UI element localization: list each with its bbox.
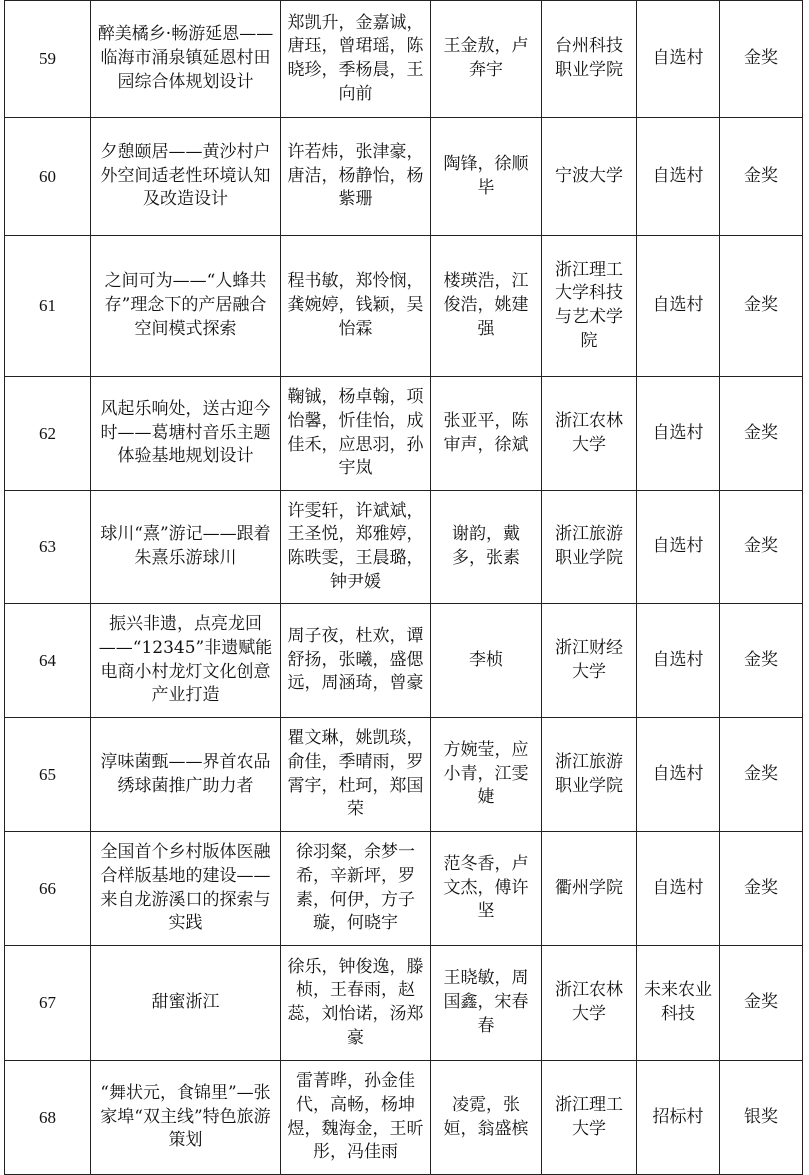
project-title: 球川“熹”游记——跟着朱熹乐游球川: [91, 491, 281, 604]
table-row: [5, 491, 803, 604]
team-members: 瞿文琳，姚凯琰，俞佳，季晴雨，罗霄宇，杜珂，郑国荣: [281, 718, 431, 832]
school: 台州科技职业学院: [542, 1, 637, 118]
school: 浙江财经大学: [542, 604, 637, 718]
advisors: 方婉莹，应小青，江雯婕: [431, 718, 542, 832]
category: 自选村: [637, 832, 720, 946]
table-row: [5, 604, 803, 718]
project-title: 之间可为——“人蜂共存”理念下的产居融合空间模式探索: [91, 236, 281, 377]
table-row: [5, 1, 803, 118]
advisors: 李桢: [431, 604, 542, 718]
table-row: [5, 1061, 803, 1175]
award: 金奖: [720, 377, 803, 491]
school: 浙江理工大学科技与艺术学院: [542, 236, 637, 377]
school: 浙江旅游职业学院: [542, 718, 637, 832]
team-members: 程书敏，郑怜悯，龚婉婷，钱颖，吴怡霖: [281, 236, 431, 377]
category: 未来农业科技: [637, 946, 720, 1061]
row-number: 66: [5, 832, 91, 946]
table-row: [5, 236, 803, 377]
award: 金奖: [720, 832, 803, 946]
team-members: 徐羽粲，余梦一希，辛新坪，罗素，何伊，方子璇，何晓宇: [281, 832, 431, 946]
project-title: 夕憩颐居——黄沙村户外空间适老性环境认知及改造设计: [91, 118, 281, 236]
row-number: 67: [5, 946, 91, 1061]
award-table: [4, 0, 803, 1175]
project-title: 淳味菌甄——界首农品绣球菌推广助力者: [91, 718, 281, 832]
advisors: 张亚平，陈审声，徐斌: [431, 377, 542, 491]
row-number: 64: [5, 604, 91, 718]
advisors: 范冬香，卢文杰，傅许坚: [431, 832, 542, 946]
team-members: 许若炜，张津豪，唐洁，杨静怡，杨紫珊: [281, 118, 431, 236]
project-title: 风起乐响处，送古迎今时——葛塘村音乐主题体验基地规划设计: [91, 377, 281, 491]
project-title: “舞状元，食锦里”—张家埠“双主线”特色旅游策划: [91, 1061, 281, 1175]
category: 自选村: [637, 1, 720, 118]
advisors: 王金敖，卢奔宇: [431, 1, 542, 118]
award: 金奖: [720, 946, 803, 1061]
award: 金奖: [720, 236, 803, 377]
award: 金奖: [720, 491, 803, 604]
table-row: [5, 118, 803, 236]
row-number: 62: [5, 377, 91, 491]
team-members: 雷菁晔，孙金佳代，高畅，杨坤煜，魏海金，王昕彤，冯佳雨: [281, 1061, 431, 1175]
school: 浙江农林大学: [542, 946, 637, 1061]
category: 自选村: [637, 118, 720, 236]
school: 浙江农林大学: [542, 377, 637, 491]
row-number: 61: [5, 236, 91, 377]
category: 自选村: [637, 377, 720, 491]
school: 浙江旅游职业学院: [542, 491, 637, 604]
team-members: 许雯轩，许斌斌，王圣悦，郑雅婷，陈昳雯，王晨璐，钟尹媛: [281, 491, 431, 604]
table-row: [5, 718, 803, 832]
project-title: 醉美橘乡·畅游延恩——临海市涌泉镇延恩村田园综合体规划设计: [91, 1, 281, 118]
advisors: 凌霓，张姮，翁盛槟: [431, 1061, 542, 1175]
team-members: 郑凯升，金嘉诚，唐珏，曾珺瑶，陈晓珍，季杨晨，王向前: [281, 1, 431, 118]
school: 衢州学院: [542, 832, 637, 946]
table-row: [5, 377, 803, 491]
advisors: 谢韵，戴多，张素: [431, 491, 542, 604]
table-row: [5, 946, 803, 1061]
row-number: 65: [5, 718, 91, 832]
award: 金奖: [720, 718, 803, 832]
category: 招标村: [637, 1061, 720, 1175]
school: 浙江理工大学: [542, 1061, 637, 1175]
row-number: 60: [5, 118, 91, 236]
school: 宁波大学: [542, 118, 637, 236]
team-members: 鞠铖，杨卓翰，项怡馨，忻佳怡，成佳禾，应思羽，孙宇岚: [281, 377, 431, 491]
row-number: 63: [5, 491, 91, 604]
project-title: 振兴非遗，点亮龙回——“12345”非遗赋能电商小村龙灯文化创意产业打造: [91, 604, 281, 718]
table-row: [5, 832, 803, 946]
award: 金奖: [720, 604, 803, 718]
team-members: 周子夜，杜欢，谭舒扬，张曦，盛偲远，周涵琦，曾豪: [281, 604, 431, 718]
advisors: 楼瑛浩，江俊浩，姚建强: [431, 236, 542, 377]
advisors: 王晓敏，周国鑫，宋春春: [431, 946, 542, 1061]
award: 金奖: [720, 118, 803, 236]
row-number: 59: [5, 1, 91, 118]
award: 银奖: [720, 1061, 803, 1175]
category: 自选村: [637, 491, 720, 604]
category: 自选村: [637, 604, 720, 718]
project-title: 全国首个乡村版体医融合样版基地的建设——来自龙游溪口的探索与实践: [91, 832, 281, 946]
project-title: 甜蜜浙江: [91, 946, 281, 1061]
award: 金奖: [720, 1, 803, 118]
category: 自选村: [637, 718, 720, 832]
row-number: 68: [5, 1061, 91, 1175]
team-members: 徐乐，钟俊逸，滕桢，王春雨，赵蕊，刘怡诺，汤郑豪: [281, 946, 431, 1061]
advisors: 陶锋，徐顺毕: [431, 118, 542, 236]
category: 自选村: [637, 236, 720, 377]
